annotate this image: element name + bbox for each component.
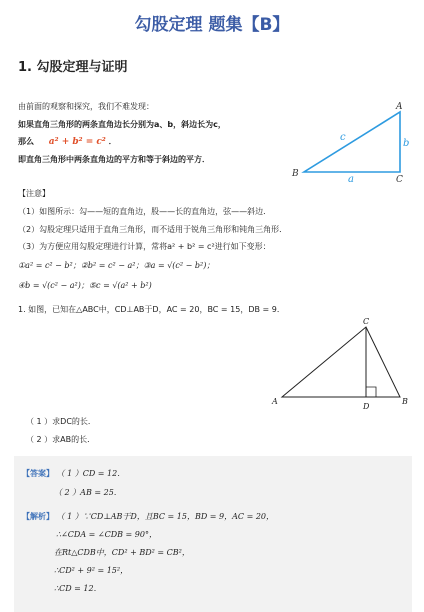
analysis-line-2: ∴∠CDA = ∠CDB = 90°， (56, 530, 157, 539)
problem-statement: 1. 如图，已知在△ABC中，CD⊥AB于D，AC = 20，BC = 15，DB = 9． (18, 305, 285, 314)
notes-heading: 【注意】 (18, 189, 50, 198)
label-B: B (292, 169, 299, 179)
label-a: a (348, 174, 354, 184)
note-item-1: （1）如图所示：勾——短的直角边，股——长的直角边，弦——斜边． (18, 207, 272, 216)
triangle-abc (304, 112, 400, 172)
intro-line-3-suffix: ． (108, 137, 117, 146)
label-b: b (403, 138, 410, 149)
right-angle-mark (366, 387, 376, 397)
intro-line-3 (18, 136, 117, 148)
intro-line-2: 如果直角三角形的两条直角边长分别为a、b，斜边长为c， (18, 120, 226, 129)
intro-line-4: 即直角三角形中两条直角边的平方和等于斜边的平方． (18, 155, 210, 164)
question-2: （ 2 ）求AB的长． (26, 435, 96, 444)
right-triangle-figure (288, 98, 414, 184)
section-title: 1. 勾股定理与证明 (18, 60, 128, 75)
analysis-line-4: ∴CD² + 9² = 15²， (54, 566, 129, 575)
answer-tag: 【答案】 (22, 469, 54, 478)
note-item-5: ④b = √(c² − a²)；⑤c = √(a² + b²) (18, 281, 152, 290)
problem-triangle-figure (268, 315, 414, 415)
page-title: 勾股定理 题集【B】 (134, 15, 290, 35)
question-1: （ 1 ）求DC的长． (26, 417, 96, 426)
answer-row-1 (22, 468, 125, 479)
label-B-problem: B (402, 397, 408, 406)
analysis-tag: 【解析】 (22, 512, 54, 521)
note-item-4: ①a² = c² − b²；②b² = c² − a²；③a = √(c² − b²)； (18, 261, 215, 270)
label-c: c (340, 132, 346, 143)
intro-line-3-prefix: 那么 (18, 137, 34, 146)
answer-line-2: （ 2 ）AB = 25． (54, 488, 122, 497)
answer-line-1: （ 1 ）CD = 12． (56, 469, 126, 478)
label-D-problem: D (363, 402, 370, 411)
note-item-3: （3）为方便应用勾股定理进行计算，常将a² + b² = c²进行如下变形： (18, 242, 271, 251)
label-A: A (396, 102, 403, 112)
pythagorean-formula: a² + b² = c² (48, 137, 106, 147)
label-A-problem: A (272, 397, 278, 406)
analysis-row-1 (22, 511, 274, 522)
label-C-problem: C (363, 317, 370, 326)
analysis-line-3: 在Rt△CDB中，CD² + BD² = CB²， (54, 548, 190, 557)
triangle-abc-problem (282, 327, 400, 397)
label-C: C (396, 175, 403, 184)
note-item-2: （2）勾股定理只适用于直角三角形，而不适用于锐角三角形和钝角三角形． (18, 225, 288, 234)
intro-line-1: 由前面的观察和探究，我们不难发现： (18, 102, 154, 111)
analysis-line-1: （ 1 ）∵CD⊥AB于D，且BC = 15，BD = 9，AC = 20， (56, 512, 275, 521)
analysis-line-5: ∴CD = 12． (54, 584, 102, 593)
